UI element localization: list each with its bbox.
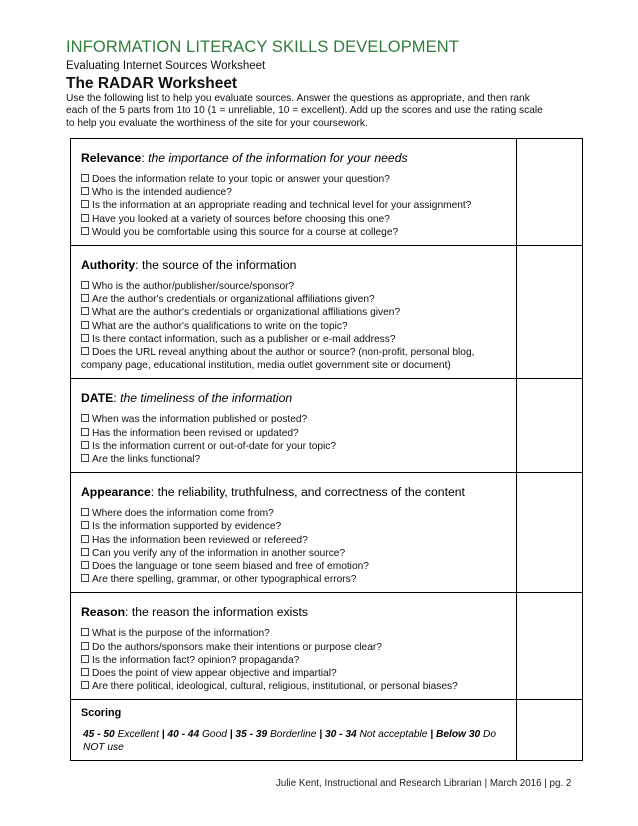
question-text: Is the information current or out-of-date for your topic?: [92, 440, 337, 452]
score-range: 30 - 34: [324, 729, 357, 741]
section-separator: :: [150, 485, 158, 500]
score-cell-authority[interactable]: [517, 246, 583, 379]
question-text: Does the URL reveal anything about the author or source? (non-profit, personal blog, company page, educational institution, media outlet government site or document): [81, 347, 475, 372]
question-item: [81, 280, 512, 293]
question-text: Do the authors/sponsors make their intentions or purpose clear?: [92, 641, 382, 653]
question-text: Who is the author/publisher/source/sponsor?: [92, 281, 295, 293]
checkbox-icon[interactable]: [81, 281, 89, 289]
section-row-authority: [71, 246, 583, 379]
document-subtitle: Evaluating Internet Sources Worksheet: [66, 60, 266, 72]
section-separator: :: [113, 391, 121, 406]
checkbox-icon[interactable]: [81, 561, 89, 569]
question-text: What are the author's qualifications to write on the topic?: [92, 320, 348, 332]
scoring-label: Scoring: [81, 707, 122, 720]
section-name: Reason: [81, 605, 126, 620]
question-text: Is the information supported by evidence?: [92, 521, 282, 533]
document-title: INFORMATION LITERACY SKILLS DEVELOPMENT: [66, 38, 459, 56]
question-item: [81, 213, 512, 226]
section-heading: [81, 151, 512, 165]
section-name: DATE: [81, 391, 114, 406]
question-item: [81, 453, 512, 466]
score-rating: Good: [201, 729, 227, 741]
section-row-relevance: [71, 139, 583, 246]
question-item: [81, 667, 512, 680]
section-name: Appearance: [81, 485, 151, 500]
score-separator: |: [427, 729, 436, 741]
section-heading: [81, 258, 512, 272]
score-range: 35 - 39: [235, 729, 268, 741]
question-item: [81, 173, 512, 186]
section-questions-cell: [71, 593, 517, 700]
scoring-cell: [71, 700, 517, 761]
section-questions-cell: [71, 246, 517, 379]
question-item: [81, 293, 512, 306]
score-separator: |: [316, 729, 325, 741]
question-item: [81, 226, 512, 239]
score-range: 40 - 44: [167, 729, 200, 741]
question-item: [81, 654, 512, 667]
score-rating: Do NOT use: [83, 729, 497, 754]
checkbox-icon[interactable]: [81, 414, 89, 422]
checkbox-icon[interactable]: [81, 214, 89, 222]
section-separator: :: [135, 258, 142, 273]
score-rating: Borderline: [269, 729, 317, 741]
checkbox-icon[interactable]: [81, 454, 89, 462]
question-item: [81, 427, 512, 440]
checkbox-icon[interactable]: [81, 227, 89, 235]
question-text: Has the information been revised or updated?: [92, 427, 299, 439]
score-range: 45 - 50: [83, 729, 115, 741]
question-text: Who is the intended audience?: [92, 187, 232, 199]
checkbox-icon[interactable]: [81, 428, 89, 436]
checkbox-icon[interactable]: [81, 294, 89, 302]
section-description: the reason the information exists: [131, 605, 308, 620]
score-cell-relevance[interactable]: [517, 139, 583, 246]
section-description: the importance of the information for your needs: [148, 151, 408, 165]
question-item: [81, 560, 512, 573]
question-item: [81, 199, 512, 212]
question-text: Is there contact information, such as a publisher or e-mail address?: [92, 333, 396, 345]
section-row-appearance: [71, 473, 583, 593]
section-row-reason: [71, 593, 583, 700]
question-text: What is the purpose of the information?: [92, 628, 270, 640]
score-separator: |: [226, 729, 236, 741]
question-text: Where does the information come from?: [92, 508, 274, 520]
question-item: [81, 440, 512, 453]
question-item: [81, 306, 512, 319]
question-text: What are the author's credentials or organizational affiliations given?: [92, 307, 401, 319]
checkbox-icon[interactable]: [81, 668, 89, 676]
question-item: [81, 346, 512, 372]
checkbox-icon[interactable]: [81, 628, 89, 636]
question-text: Can you verify any of the information in another source?: [92, 547, 346, 559]
question-item: [81, 413, 512, 426]
question-text: Is the information fact? opinion? propaganda?: [92, 654, 300, 666]
worksheet-intro: Use the following list to help you evaluate sources. Answer the questions as appropriate, and then rank each of the 5 parts from 1to 10 (1 = unreliable, 10 = excellent). Add up the scores and use the rating scale to help you evaluate the worthiness of the site for your coursework.: [66, 93, 543, 129]
checkbox-icon[interactable]: [81, 441, 89, 449]
question-text: Does the point of view appear objective and impartial?: [92, 668, 337, 680]
score-cell-date[interactable]: [517, 379, 583, 473]
checkbox-icon[interactable]: [81, 655, 89, 663]
question-item: [81, 627, 512, 640]
section-name: Authority: [81, 258, 136, 273]
checkbox-icon[interactable]: [81, 548, 89, 556]
section-separator: :: [141, 151, 149, 165]
section-questions-cell: [71, 379, 517, 473]
question-text: Are there spelling, grammar, or other typographical errors?: [92, 574, 357, 586]
checkbox-icon[interactable]: [81, 321, 89, 329]
checkbox-icon[interactable]: [81, 521, 89, 529]
question-text: Are there political, ideological, cultural, religious, institutional, or personal biases?: [92, 681, 458, 693]
question-item: [81, 547, 512, 560]
page-footer: Julie Kent, Instructional and Research Librarian | March 2016 | pg. 2: [276, 778, 572, 789]
question-text: Are the links functional?: [92, 454, 201, 466]
checkbox-icon[interactable]: [81, 334, 89, 342]
section-separator: :: [125, 605, 132, 620]
section-questions-cell: [71, 139, 517, 246]
section-heading: [81, 605, 512, 619]
question-item: [81, 320, 512, 333]
section-name: Relevance: [81, 151, 142, 165]
section-description: the source of the information: [141, 258, 297, 273]
question-text: Has the information been reviewed or refereed?: [92, 534, 308, 546]
scoring-scale: [81, 728, 512, 754]
checkbox-icon[interactable]: [81, 574, 89, 582]
section-row-date: [71, 379, 583, 473]
question-text: Are the author's credentials or organizational affiliations given?: [92, 294, 375, 306]
scoring-row: [71, 700, 583, 761]
checkbox-icon[interactable]: [81, 347, 89, 355]
question-item: [81, 573, 512, 586]
section-description: the reliability, truthfulness, and correctness of the content: [157, 485, 465, 500]
checkbox-icon[interactable]: [81, 508, 89, 516]
checkbox-icon[interactable]: [81, 187, 89, 195]
question-text: Does the language or tone seem biased and free of emotion?: [92, 561, 369, 573]
checkbox-icon[interactable]: [81, 174, 89, 182]
question-item: [81, 641, 512, 654]
score-separator: |: [158, 729, 168, 741]
checkbox-icon[interactable]: [81, 642, 89, 650]
question-item: [81, 333, 512, 346]
section-description: the timeliness of the information: [120, 391, 293, 406]
checkbox-icon[interactable]: [81, 681, 89, 689]
checkbox-icon[interactable]: [81, 535, 89, 543]
score-range: Below 30: [435, 729, 481, 741]
checkbox-icon[interactable]: [81, 307, 89, 315]
score-cell-appearance[interactable]: [517, 473, 583, 593]
question-item: [81, 534, 512, 547]
section-heading: [81, 391, 512, 405]
radar-table: [70, 138, 583, 761]
question-text: Is the information at an appropriate reading and technical level for your assignment?: [92, 200, 472, 212]
score-rating: Not acceptable: [359, 729, 428, 741]
score-cell-total[interactable]: [517, 700, 583, 761]
question-text: Would you be comfortable using this source for a course at college?: [92, 226, 399, 238]
section-questions-cell: [71, 473, 517, 593]
question-text: Does the information relate to your topic or answer your question?: [92, 174, 390, 185]
question-item: [81, 520, 512, 533]
score-rating: Excellent: [117, 729, 159, 741]
question-item: [81, 507, 512, 520]
question-item: [81, 680, 512, 693]
score-cell-reason[interactable]: [517, 593, 583, 700]
worksheet-title: The RADAR Worksheet: [66, 75, 238, 92]
question-text: When was the information published or posted?: [92, 414, 308, 426]
checkbox-icon[interactable]: [81, 200, 89, 208]
section-heading: [81, 485, 512, 499]
question-text: Have you looked at a variety of sources before choosing this one?: [92, 213, 390, 225]
question-item: [81, 186, 512, 199]
